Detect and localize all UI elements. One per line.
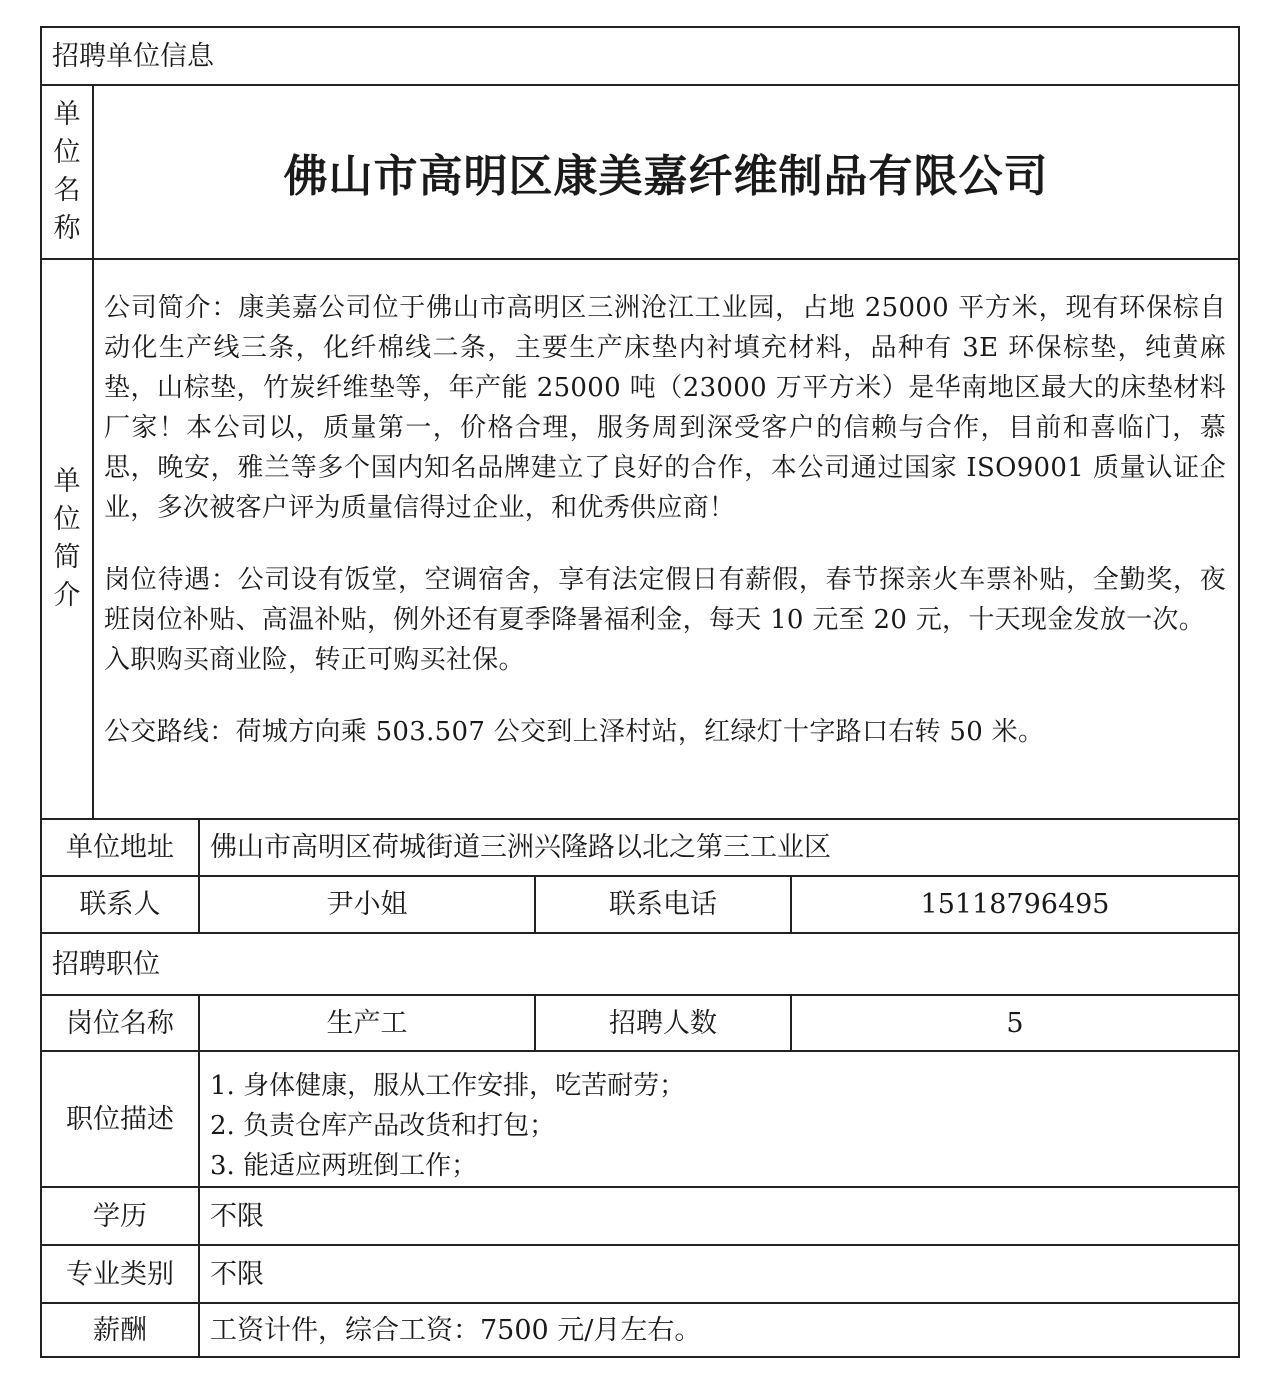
company-name-row [42, 86, 1238, 260]
intro-paragraph-benefits: 岗位待遇：公司设有饭堂，空调宿舍，享有法定假日有薪假，春节探亲火车票补贴，全勤奖，夜班岗位补贴、高温补贴，例外还有夏季降暑福利金，每天 10 元至 20 元，十天现金发放一次。 [104, 565, 1226, 635]
contact-value-cell [198, 877, 534, 932]
employer-section-header-row [42, 28, 1238, 86]
education-label-cell [42, 1188, 198, 1244]
phone-label-cell [534, 877, 790, 932]
major-label-cell [42, 1246, 198, 1302]
major-label: 专业类别 [66, 1258, 174, 1290]
address-label: 单位地址 [66, 832, 174, 863]
headcount-label-cell [534, 996, 790, 1050]
major-row [42, 1246, 1238, 1304]
salary-label-cell [42, 1304, 198, 1356]
phone-value: 15118796495 [920, 889, 1110, 920]
contact-label: 联系人 [79, 889, 161, 920]
address-label-cell [42, 820, 198, 875]
position-section-title: 招聘职位 [52, 948, 160, 980]
major-value-cell [198, 1246, 1238, 1302]
headcount-label: 招聘人数 [609, 1007, 717, 1039]
vertical-label-char: 位 [53, 137, 81, 168]
duty-item: 1. 身体健康，服从工作安排，吃苦耐劳； [210, 1071, 686, 1101]
company-name: 佛山市高明区康美嘉纤维制品有限公司 [283, 151, 1049, 202]
address-value: 佛山市高明区荷城街道三洲兴隆路以北之第三工业区 [210, 832, 831, 863]
vertical-label-char: 称 [53, 213, 81, 244]
duty-item: 3. 能适应两班倒工作； [210, 1151, 478, 1181]
contact-row [42, 877, 1238, 934]
company-intro-row [42, 260, 1238, 820]
employer-section-header [42, 28, 1238, 84]
company-intro-label [42, 260, 92, 818]
intro-paragraph-profile: 公司简介：康美嘉公司位于佛山市高明区三洲沧江工业园，占地 25000 平方米，现有环保棕自动化生产线三条，化纤棉线二条，主要生产床垫内衬填充材料，品种有 3E 环保棕垫，纯黄麻垫，山棕垫，竹炭纤维垫等，年产能 25000 吨（23000 万平方米）是华南地区最大的床垫材料厂家！本公司以，质量第一，价格合理，服务周到深受客户的信赖与合作，目前和喜临门，慕思，晚安，雅兰等多个国内知名品牌建立了良好的合作，本公司通过国家 ISO9001 质量认证企业，多次被客户评为质量信得过企业，和优秀供应商！ [104, 293, 1226, 523]
phone-label: 联系电话 [609, 889, 717, 920]
phone-value-cell [790, 877, 1238, 932]
position-title-value-cell [198, 996, 534, 1050]
duty-item: 2. 负责仓库产品改货和打包； [210, 1111, 556, 1141]
headcount-value-cell [790, 996, 1238, 1050]
vertical-label-char: 单 [53, 99, 81, 130]
company-name-cell [92, 86, 1238, 258]
company-name-label [42, 86, 92, 258]
position-description-row [42, 1052, 1238, 1188]
intro-paragraph-insurance: 入职购买商业险，转正可购买社保。 [104, 645, 525, 675]
salary-value: 工资计件，综合工资：7500 元/月左右。 [210, 1314, 702, 1346]
contact-label-cell [42, 877, 198, 932]
education-label: 学历 [93, 1200, 147, 1232]
position-title-value: 生产工 [326, 1007, 408, 1039]
salary-value-cell [198, 1304, 1238, 1356]
position-title-row [42, 996, 1238, 1052]
education-row [42, 1188, 1238, 1246]
headcount-value: 5 [1006, 1007, 1024, 1039]
position-section-header-row [42, 934, 1238, 996]
employer-section-title: 招聘单位信息 [52, 40, 214, 72]
major-value: 不限 [210, 1258, 264, 1290]
vertical-label-char: 简 [53, 542, 81, 573]
position-title-label-cell [42, 996, 198, 1050]
vertical-label-char: 单 [53, 466, 81, 497]
vertical-label-char: 名 [53, 175, 81, 206]
intro-paragraph-bus-route: 公交路线：荷城方向乘 503.507 公交到上泽村站，红绿灯十字路口右转 50 米。 [104, 717, 1045, 747]
address-value-cell [198, 820, 1238, 875]
description-value-cell [198, 1052, 1238, 1186]
education-value: 不限 [210, 1200, 264, 1232]
education-value-cell [198, 1188, 1238, 1244]
salary-label: 薪酬 [93, 1314, 147, 1346]
position-section-header [42, 934, 1238, 994]
vertical-label-char: 介 [53, 580, 81, 611]
salary-row [42, 1304, 1238, 1356]
position-title-label: 岗位名称 [66, 1007, 174, 1039]
vertical-label-char: 位 [53, 504, 81, 535]
description-label: 职位描述 [66, 1103, 174, 1135]
company-intro-text [92, 260, 1238, 818]
address-row [42, 820, 1238, 877]
recruitment-form [40, 26, 1240, 1358]
contact-value: 尹小姐 [326, 889, 408, 920]
description-label-cell [42, 1052, 198, 1186]
